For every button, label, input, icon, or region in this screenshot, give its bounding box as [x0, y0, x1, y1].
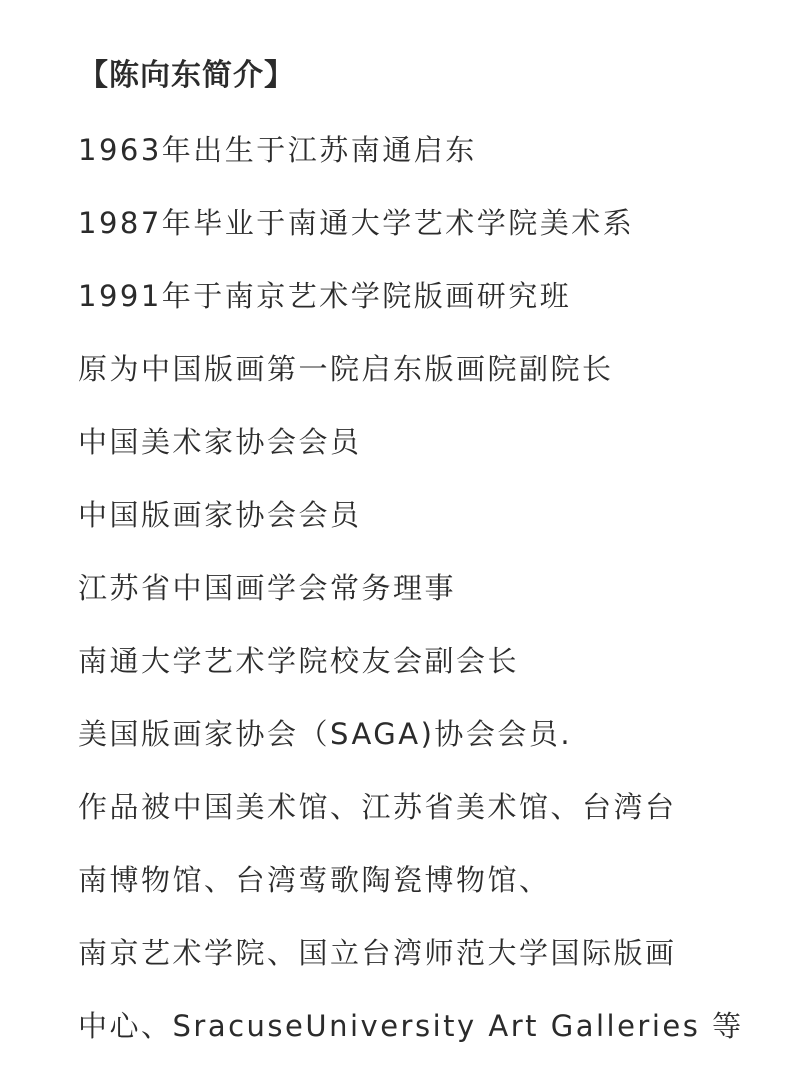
biography-line: 中心、SracuseUniversity Art Galleries 等: [78, 1009, 744, 1043]
biography-line: 美国版画家协会（SAGA)协会会员.: [78, 717, 573, 751]
biography-line: 南通大学艺术学院校友会副会长: [78, 644, 520, 678]
biography-line: 1991年于南京艺术学院版画研究班: [78, 279, 572, 313]
biography-line: 中国美术家协会会员: [78, 425, 362, 459]
page-title: 【陈向东简介】: [78, 58, 295, 93]
biography-line: 1963年出生于江苏南通启东: [78, 133, 477, 167]
biography-line: 江苏省中国画学会常务理事: [78, 571, 457, 605]
biography-line: 南博物馆、台湾莺歌陶瓷博物馆、: [78, 863, 551, 897]
biography-line: 原为中国版画第一院启东版画院副院长: [78, 352, 614, 386]
biography-line: 中国版画家协会会员: [78, 498, 362, 532]
biography-list: [78, 124, 744, 1073]
biography-line: 1987年毕业于南通大学艺术学院美术系: [78, 206, 635, 240]
biography-line: 作品被中国美术馆、江苏省美术馆、台湾台: [78, 790, 677, 824]
biography-line: 南京艺术学院、国立台湾师范大学国际版画: [78, 936, 677, 970]
